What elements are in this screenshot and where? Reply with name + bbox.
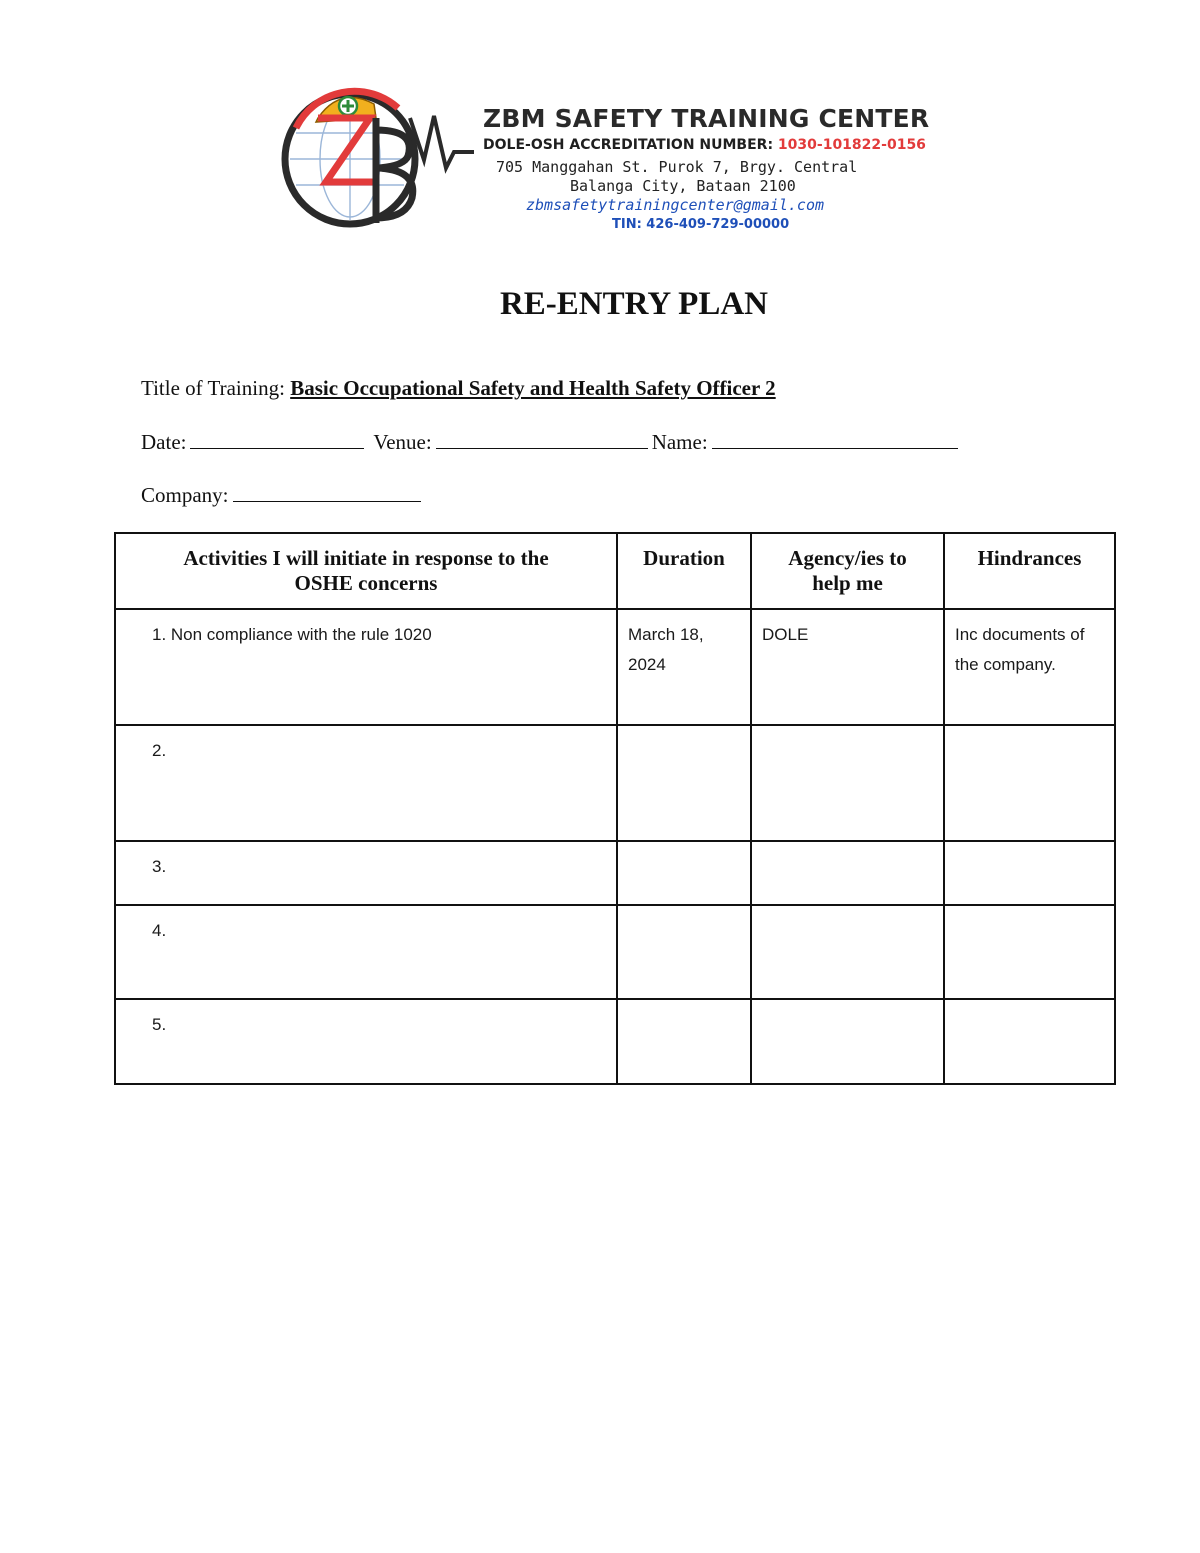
company-label: Company: <box>141 483 229 507</box>
row3-hindrance[interactable] <box>945 842 1114 852</box>
row5-agency[interactable] <box>752 1000 943 1010</box>
re-entry-plan-table <box>114 532 1116 1085</box>
email-address: zbmsafetytrainingcenter@gmail.com <box>526 196 825 214</box>
row4-agency[interactable] <box>752 906 943 916</box>
row2-hindrance[interactable] <box>945 726 1114 736</box>
row2-duration[interactable] <box>618 726 750 736</box>
name-field[interactable] <box>712 429 958 449</box>
row1-hindrance[interactable]: Inc documents of the company. <box>955 625 1085 674</box>
date-label: Date: <box>141 430 187 454</box>
name-label: Name: <box>651 430 708 454</box>
row1-agency[interactable]: DOLE <box>762 625 809 644</box>
row5-hindrance[interactable] <box>945 1000 1114 1010</box>
header-duration: Duration <box>617 533 751 609</box>
training-value: Basic Occupational Safety and Health Safety Officer 2 <box>290 376 776 400</box>
date-field[interactable] <box>190 429 364 449</box>
row4-duration[interactable] <box>618 906 750 916</box>
row1-activity[interactable]: 1. Non compliance with the rule 1020 <box>152 625 432 644</box>
date-venue-name-line <box>141 429 962 455</box>
row3-duration[interactable] <box>618 842 750 852</box>
venue-field[interactable] <box>436 429 648 449</box>
header-activities: Activities I will initiate in response to the OSHE concerns <box>115 533 617 609</box>
row1-duration[interactable]: March 18, 2024 <box>628 625 704 674</box>
table-row <box>115 609 1115 725</box>
page-title: RE-ENTRY PLAN <box>499 286 769 322</box>
row3-activity[interactable]: 3. <box>152 857 167 876</box>
accreditation-line <box>483 137 926 153</box>
training-label: Title of Training: <box>141 376 285 400</box>
company-name: ZBM SAFETY TRAINING CENTER <box>483 104 930 133</box>
row5-duration[interactable] <box>618 1000 750 1010</box>
training-line <box>141 376 776 401</box>
address-line-2: Balanga City, Bataan 2100 <box>570 177 796 195</box>
header-agencies: Agency/ies to help me <box>751 533 944 609</box>
header-hindrances: Hindrances <box>944 533 1115 609</box>
table-header-row <box>115 533 1115 609</box>
table-row <box>115 905 1115 999</box>
table-row <box>115 841 1115 905</box>
table-row <box>115 999 1115 1084</box>
row4-hindrance[interactable] <box>945 906 1114 916</box>
row3-agency[interactable] <box>752 842 943 852</box>
venue-label: Venue: <box>373 430 432 454</box>
accreditation-label: DOLE-OSH ACCREDITATION NUMBER: <box>483 137 774 153</box>
zbm-logo <box>278 78 478 240</box>
row5-activity[interactable]: 5. <box>152 1015 167 1034</box>
company-line <box>141 482 425 508</box>
tin-number: TIN: 426-409-729-00000 <box>612 217 790 232</box>
row4-activity[interactable]: 4. <box>152 921 167 940</box>
address-line-1: 705 Manggahan St. Purok 7, Brgy. Central <box>496 158 858 176</box>
accreditation-number: 1030-101822-0156 <box>777 137 926 153</box>
row2-activity[interactable]: 2. <box>152 741 167 760</box>
row2-agency[interactable] <box>752 726 943 736</box>
table-row <box>115 725 1115 841</box>
company-field[interactable] <box>233 482 421 502</box>
